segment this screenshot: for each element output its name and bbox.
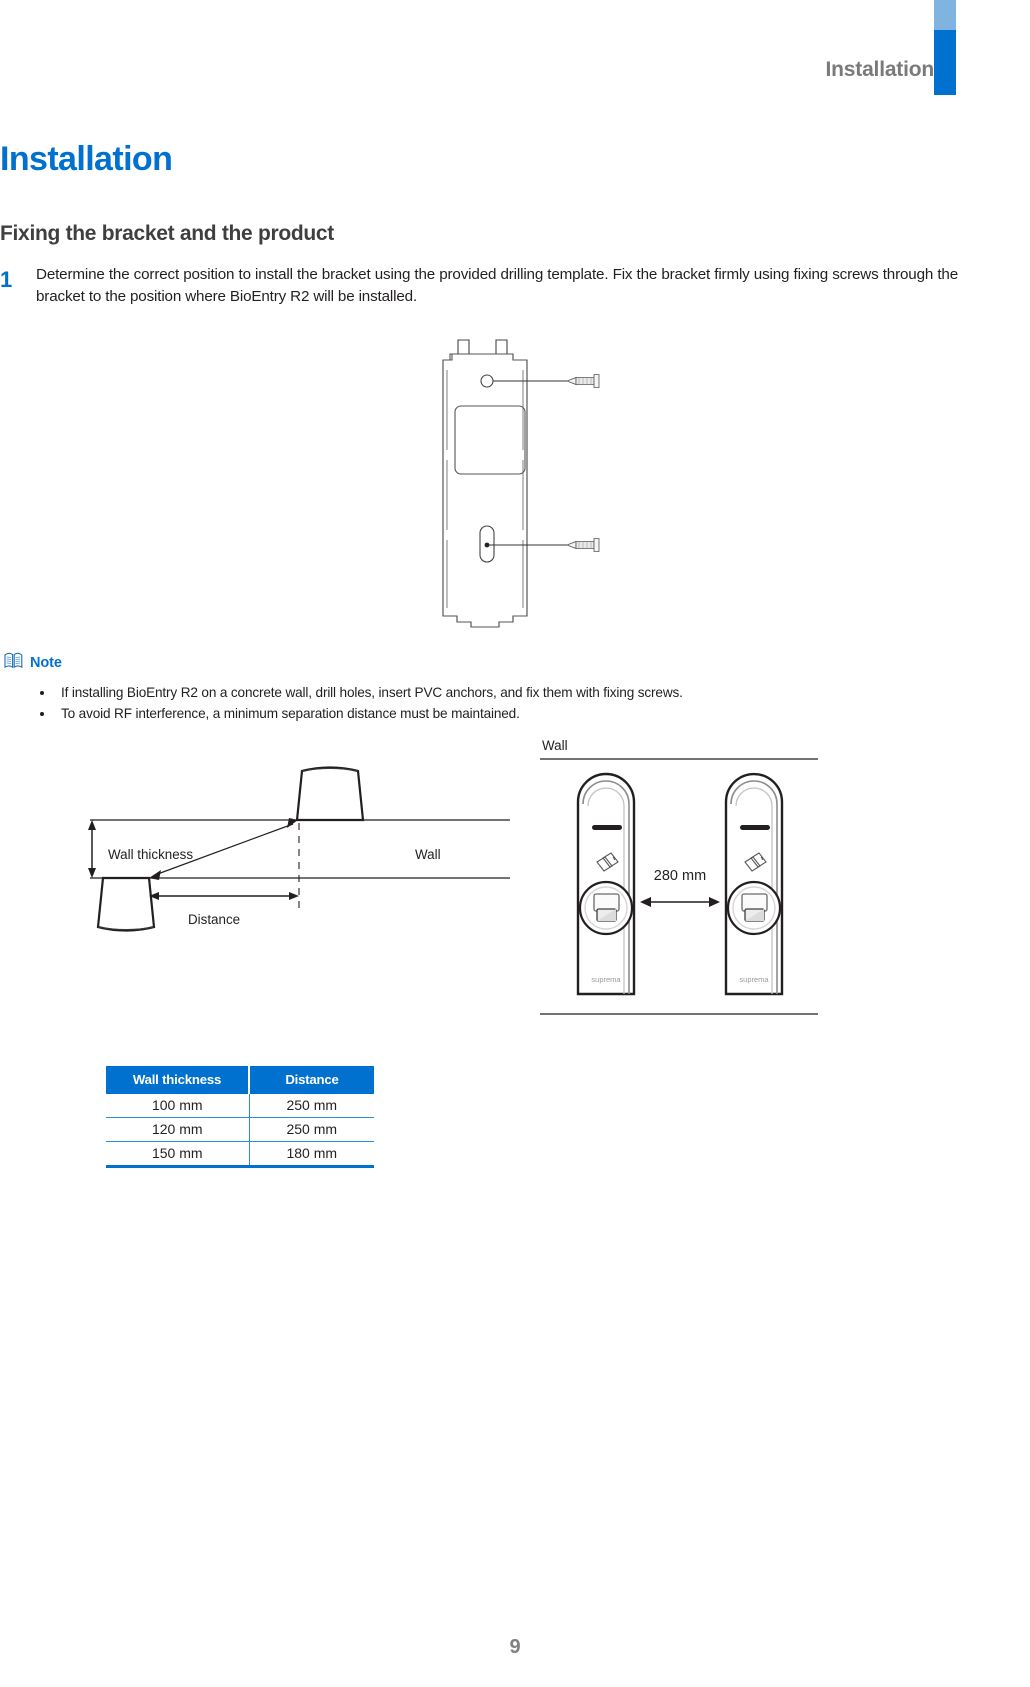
- header-tab-accent-light: [934, 0, 956, 30]
- led-indicator-left: [592, 825, 622, 830]
- bracket-outline: [443, 354, 527, 627]
- table-row: [106, 1118, 374, 1142]
- device-left: [578, 774, 634, 994]
- leader-dot-bottom: [485, 543, 490, 548]
- step-description: Determine the correct position to install the bracket using the provided drilling template. Fix the bracket firmly using fixing screws through the bracket to the position where BioEntry R2 will be installed.: [36, 266, 958, 305]
- page-number: 9: [509, 1636, 521, 1658]
- fixing-screw-top: [567, 375, 599, 388]
- step-number: 1: [0, 267, 13, 292]
- book-icon: [4, 652, 23, 674]
- device-upper: [297, 768, 363, 821]
- led-indicator-right: [740, 825, 770, 830]
- step-item: [0, 264, 958, 307]
- header-tab-accent-dark: [934, 30, 956, 95]
- distance-dimension: [149, 892, 299, 900]
- bracket-top-tab-right: [496, 340, 507, 354]
- wall-label-left-figure: Wall: [415, 847, 441, 862]
- fixing-screw-bottom: [567, 539, 599, 552]
- wall-thickness-dimension: [88, 820, 96, 878]
- section-heading: Fixing the bracket and the product: [0, 222, 335, 245]
- table-header-row: [106, 1066, 374, 1094]
- column-header-distance: Distance: [249, 1066, 374, 1094]
- bracket-rect-cutout: [455, 406, 525, 474]
- wall-distance-table: [106, 1066, 374, 1168]
- note-bullet-list: [34, 682, 683, 724]
- device-separation-drawing: [530, 730, 840, 1040]
- cell-distance: 250 mm: [249, 1094, 374, 1118]
- note-header: [4, 652, 62, 674]
- table-row: [106, 1142, 374, 1167]
- bracket-installation-figure: [0, 330, 1030, 650]
- note-label: Note: [30, 655, 62, 671]
- wall-thickness-label: Wall thickness: [108, 847, 194, 862]
- cell-distance: 180 mm: [249, 1142, 374, 1167]
- wall-section-drawing: [60, 735, 510, 965]
- cell-wall-thickness: 100 mm: [106, 1094, 249, 1118]
- column-header-wall-thickness: Wall thickness: [106, 1066, 249, 1094]
- bracket-drawing: [0, 330, 1030, 650]
- device-right: [726, 774, 782, 994]
- wall-thickness-figure: [60, 735, 510, 965]
- brand-label-right: suprema: [739, 975, 769, 984]
- wall-label-right-figure: Wall: [542, 738, 568, 753]
- cell-wall-thickness: 120 mm: [106, 1118, 249, 1142]
- bracket-top-tab-left: [458, 340, 469, 354]
- bracket-body-path: [443, 354, 527, 627]
- list-item: To avoid RF interference, a minimum separation distance must be maintained.: [34, 703, 683, 724]
- running-header-title: Installation: [825, 58, 934, 81]
- separation-distance-label: 280 mm: [653, 868, 707, 884]
- brand-label-left: suprema: [591, 975, 621, 984]
- table-row: [106, 1094, 374, 1118]
- bracket-round-hole: [481, 375, 493, 387]
- list-item: If installing BioEntry R2 on a concrete wall, drill holes, insert PVC anchors, and fix them with fixing screws.: [34, 682, 683, 703]
- device-lower: [98, 878, 154, 931]
- page-title: Installation: [0, 140, 173, 178]
- device-separation-figure: [530, 730, 840, 1040]
- cell-distance: 250 mm: [249, 1118, 374, 1142]
- cell-wall-thickness: 150 mm: [106, 1142, 249, 1167]
- separation-dimension-arrow: [640, 897, 720, 907]
- distance-label: Distance: [188, 912, 241, 927]
